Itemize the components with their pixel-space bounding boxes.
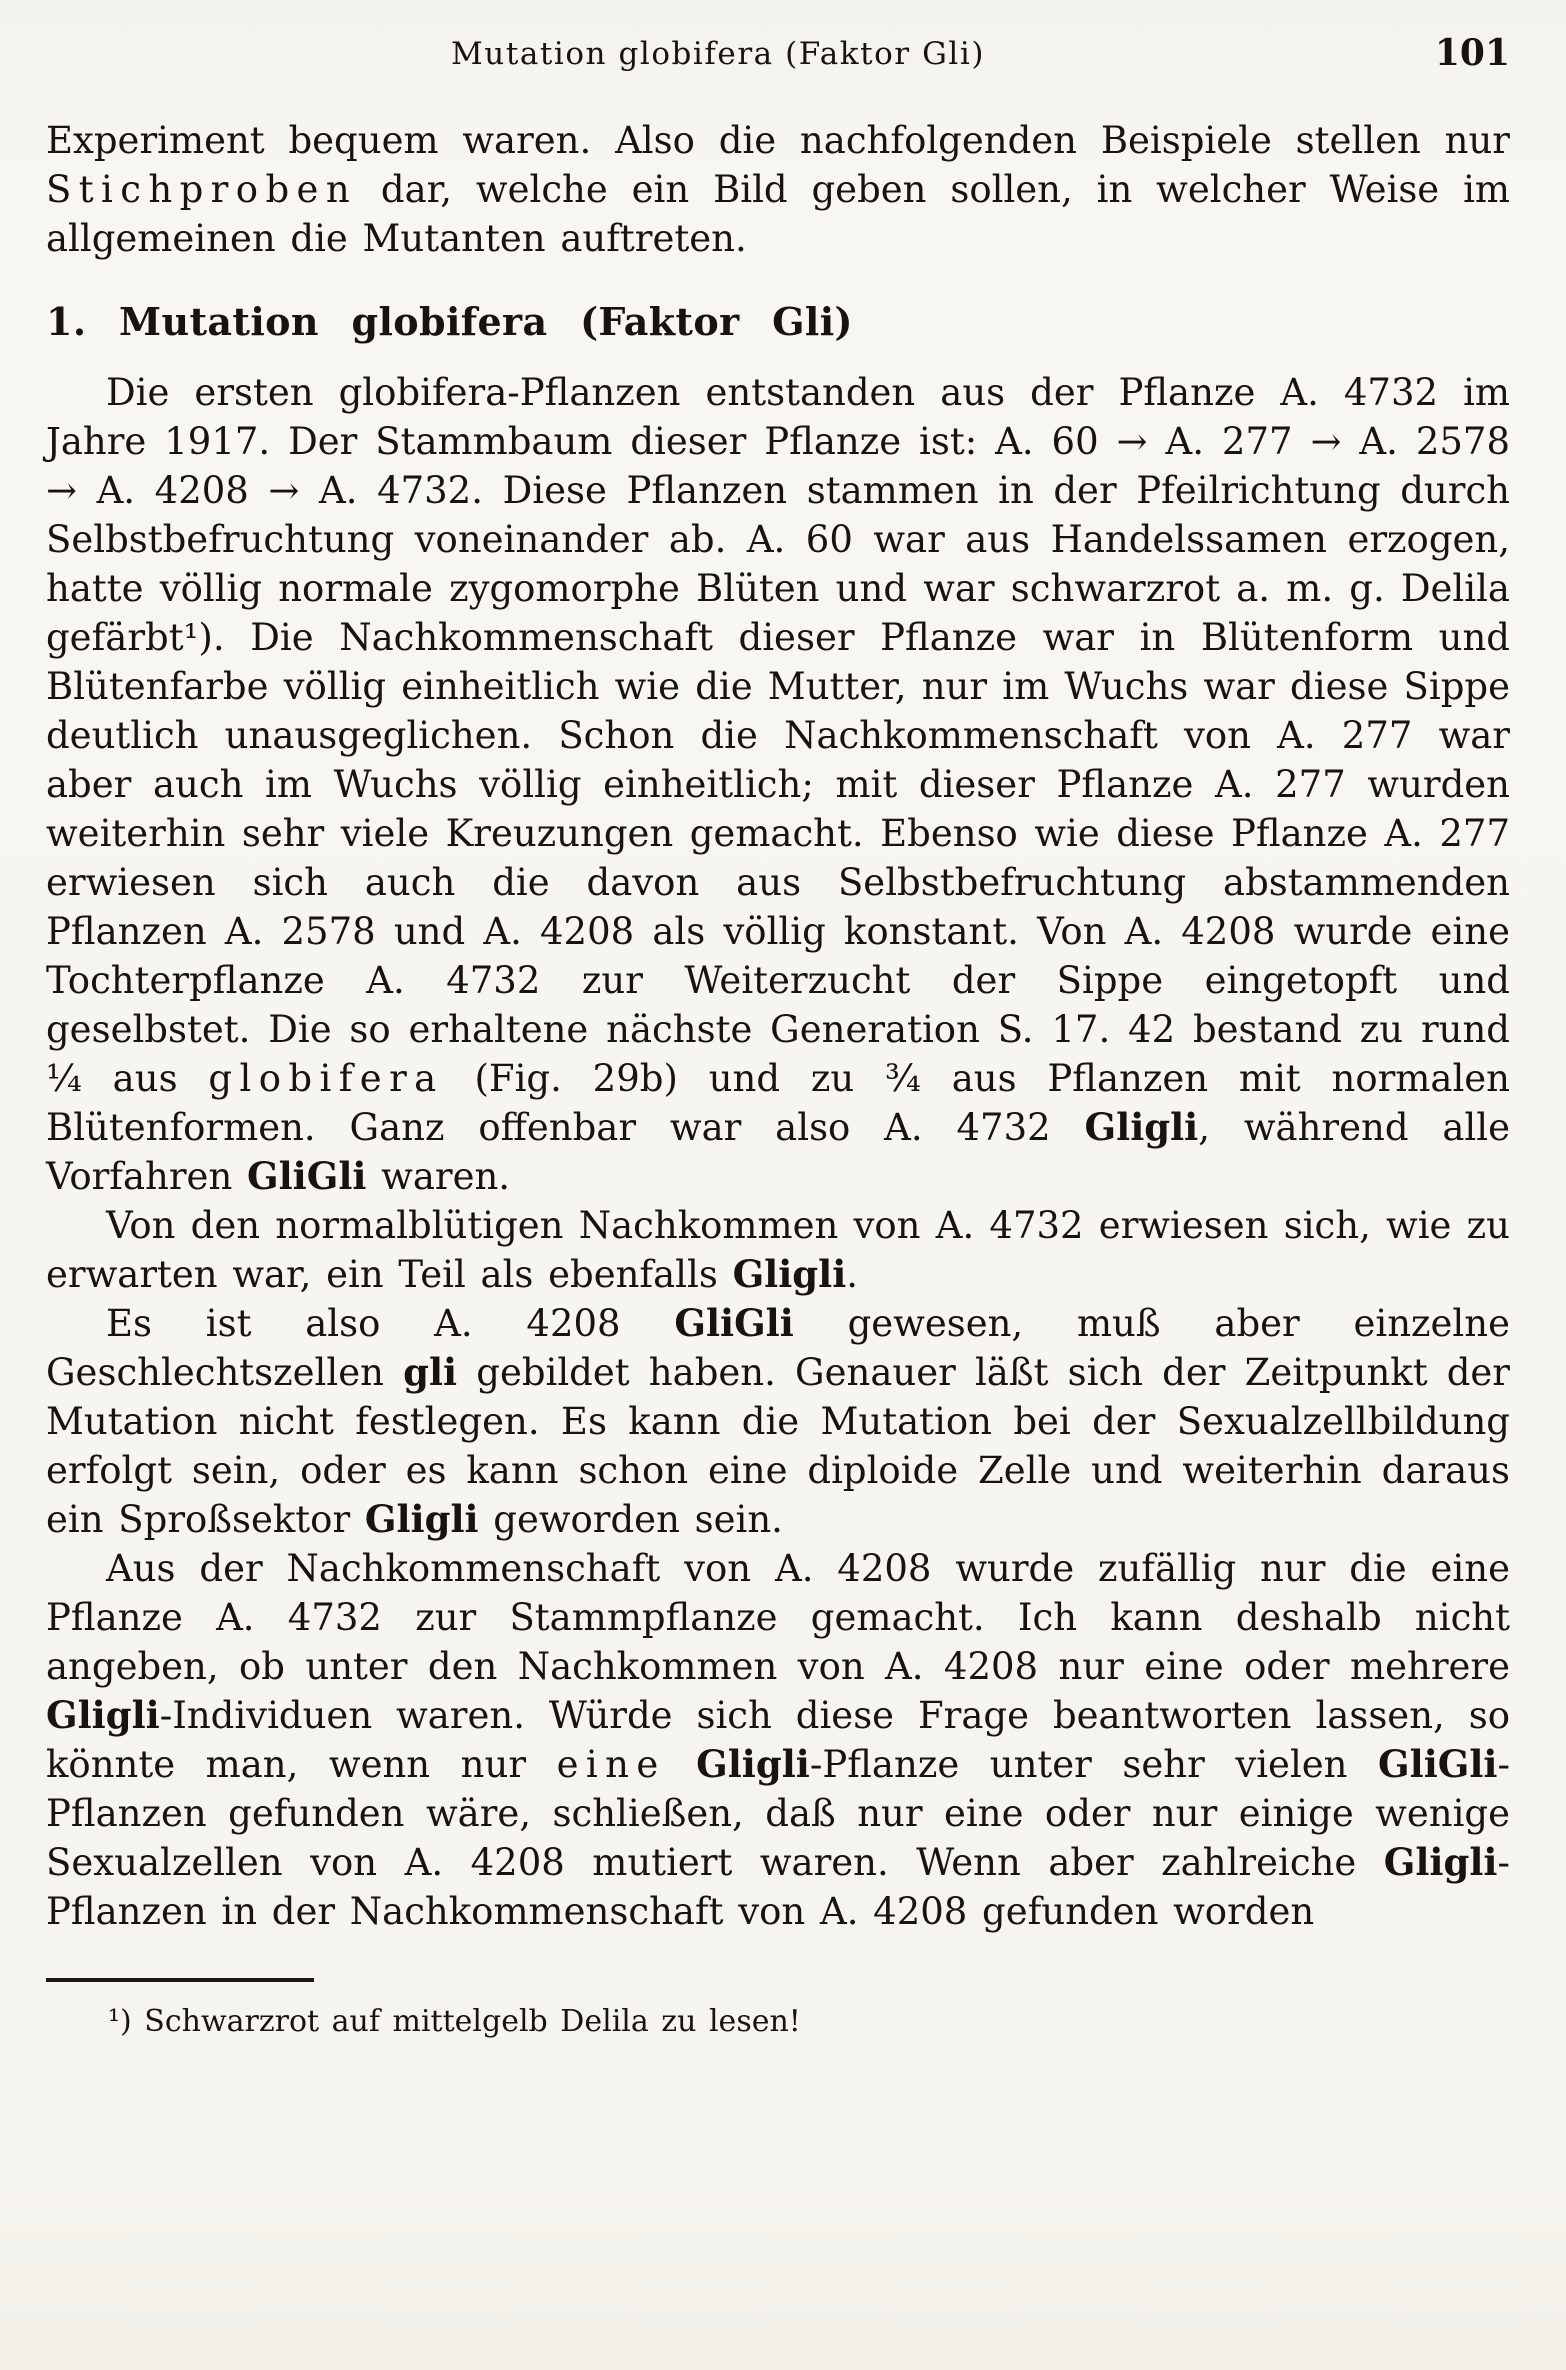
paragraph bbox=[46, 368, 1510, 1201]
text-segment bbox=[666, 1743, 697, 1786]
text-segment: Experiment bequem waren. Also die nachfolgenden Beispiele stellen nur bbox=[46, 119, 1510, 162]
footnote-rule bbox=[46, 1978, 314, 1982]
footnote bbox=[46, 2002, 1510, 2042]
text-segment: gli bbox=[403, 1350, 458, 1394]
text-segment: globifera bbox=[208, 1057, 444, 1100]
footnote-area bbox=[46, 1978, 1510, 2042]
text-segment: -Pflanzen in der Nachkommenschaft von A. 4208 gefunden worden bbox=[46, 1841, 1510, 1933]
text-segment: eine bbox=[556, 1743, 666, 1786]
paragraph bbox=[46, 1201, 1510, 1299]
text-segment: Aus der Nachkommenschaft von A. 4208 wurde zufällig nur die eine Pflanze A. 4732 zur Stammpflanze gemacht. Ich kann deshalb nicht angeben, ob unter den Nachkommen von A. 4208 nur eine oder mehrere bbox=[46, 1547, 1510, 1688]
text-segment: . bbox=[846, 1253, 859, 1296]
text-segment: (Fig. 29b) und zu ¾ aus Pflanzen mit normalen Blütenformen. Ganz offenbar war also A. 4732 bbox=[46, 1057, 1510, 1149]
text-segment: -Pflanzen gefunden wäre, schließen, daß nur eine oder nur einige wenige Sexualzellen von A. 4208 mutiert waren. Wenn aber zahlreiche bbox=[46, 1743, 1510, 1884]
text-segment: -Pflanze unter sehr vielen bbox=[809, 1743, 1379, 1786]
text-segment: waren. bbox=[366, 1155, 511, 1198]
text-segment: Gligli bbox=[696, 1742, 810, 1786]
running-title: Mutation globifera (Faktor Gli) bbox=[451, 36, 985, 72]
section-heading: 1. Mutation globifera (Faktor Gli) bbox=[46, 299, 853, 344]
text-segment: Gligli bbox=[1383, 1840, 1498, 1884]
text-segment: Gligli bbox=[1084, 1105, 1199, 1149]
text-segment: Die ersten globifera-Pflanzen entstanden aus der Pflanze A. 4732 im Jahre 1917. Der Stammbaum dieser Pflanze ist: A. 60 → A. 277 → A. 2578 → A. 4208 → A. 4732. Diese Pflanzen stammen in der Pfeilrichtung durch Selbstbefruchtung voneinander ab. A. 60 war aus Handelssamen erzogen, hatte völlig normale zygomorphe Blüten und war schwarzrot a. m. g. Delila gefärbt¹). Die Nachkommenschaft dieser Pflanze war in Blütenform und Blütenfarbe völlig einheitlich wie die Mutter, nur im Wuchs war diese Sippe deutlich unausgeglichen. Schon die Nachkommenschaft von A. 277 war aber auch im Wuchs völlig einheitlich; mit dieser Pflanze A. 277 wurden weiterhin sehr viele Kreuzungen gemacht. Ebenso wie diese Pflanze A. 277 erwiesen sich auch die davon aus Selbstbefruchtung abstammenden Pflanzen A. 2578 und A. 4208 als völlig konstant. Von A. 4208 wurde eine Tochterpflanze A. 4732 zur Weiterzucht der Sippe eingetopft und geselbstet. Die so erhaltene nächste Generation S. 17. 42 bestand zu rund ¼ aus bbox=[46, 371, 1510, 1100]
text-segment: gebildet haben. Genauer läßt sich der Zeitpunkt der Mutation nicht festlegen. Es kann die Mutation bei der Sexualzellbildung erfolgt sein, oder es kann schon eine diploide Zelle und weiterhin daraus ein Sproßsektor bbox=[46, 1351, 1510, 1541]
text-segment: GliGli bbox=[674, 1301, 794, 1345]
text-segment: -Individuen waren. Würde sich diese Frage beantworten lassen, so könnte man, wenn nur bbox=[46, 1694, 1510, 1786]
page-header bbox=[46, 32, 1510, 82]
text-segment: ¹) Schwarzrot auf mittelgelb Delila zu lesen! bbox=[108, 2004, 801, 2039]
text-segment: GliGli bbox=[247, 1154, 367, 1198]
text-segment: Stichproben bbox=[46, 168, 358, 211]
paragraph bbox=[46, 1299, 1510, 1544]
paragraph-continuation bbox=[46, 116, 1510, 263]
text-block bbox=[46, 116, 1510, 1936]
text-segment: , während alle Vorfahren bbox=[46, 1106, 1511, 1198]
page-number: 101 bbox=[1434, 32, 1510, 74]
text-segment: Gligli bbox=[46, 1693, 160, 1737]
text-segment: Von den normalblütigen Nachkommen von A. 4732 erwiesen sich, wie zu erwarten war, ein Teil als ebenfalls bbox=[46, 1204, 1510, 1296]
text-segment: GliGli bbox=[1378, 1742, 1498, 1786]
text-segment: Gligli bbox=[364, 1497, 479, 1541]
paragraph bbox=[46, 1544, 1510, 1936]
text-segment: Gligli bbox=[732, 1252, 847, 1296]
text-segment: dar, welche ein Bild geben sollen, in welcher Weise im allgemeinen die Mutanten auftreten. bbox=[46, 168, 1510, 260]
text-segment: gewesen, muß aber einzelne Geschlechtszellen bbox=[46, 1302, 1510, 1394]
text-segment: Es ist also A. 4208 bbox=[106, 1302, 675, 1345]
text-segment: geworden sein. bbox=[478, 1498, 783, 1541]
